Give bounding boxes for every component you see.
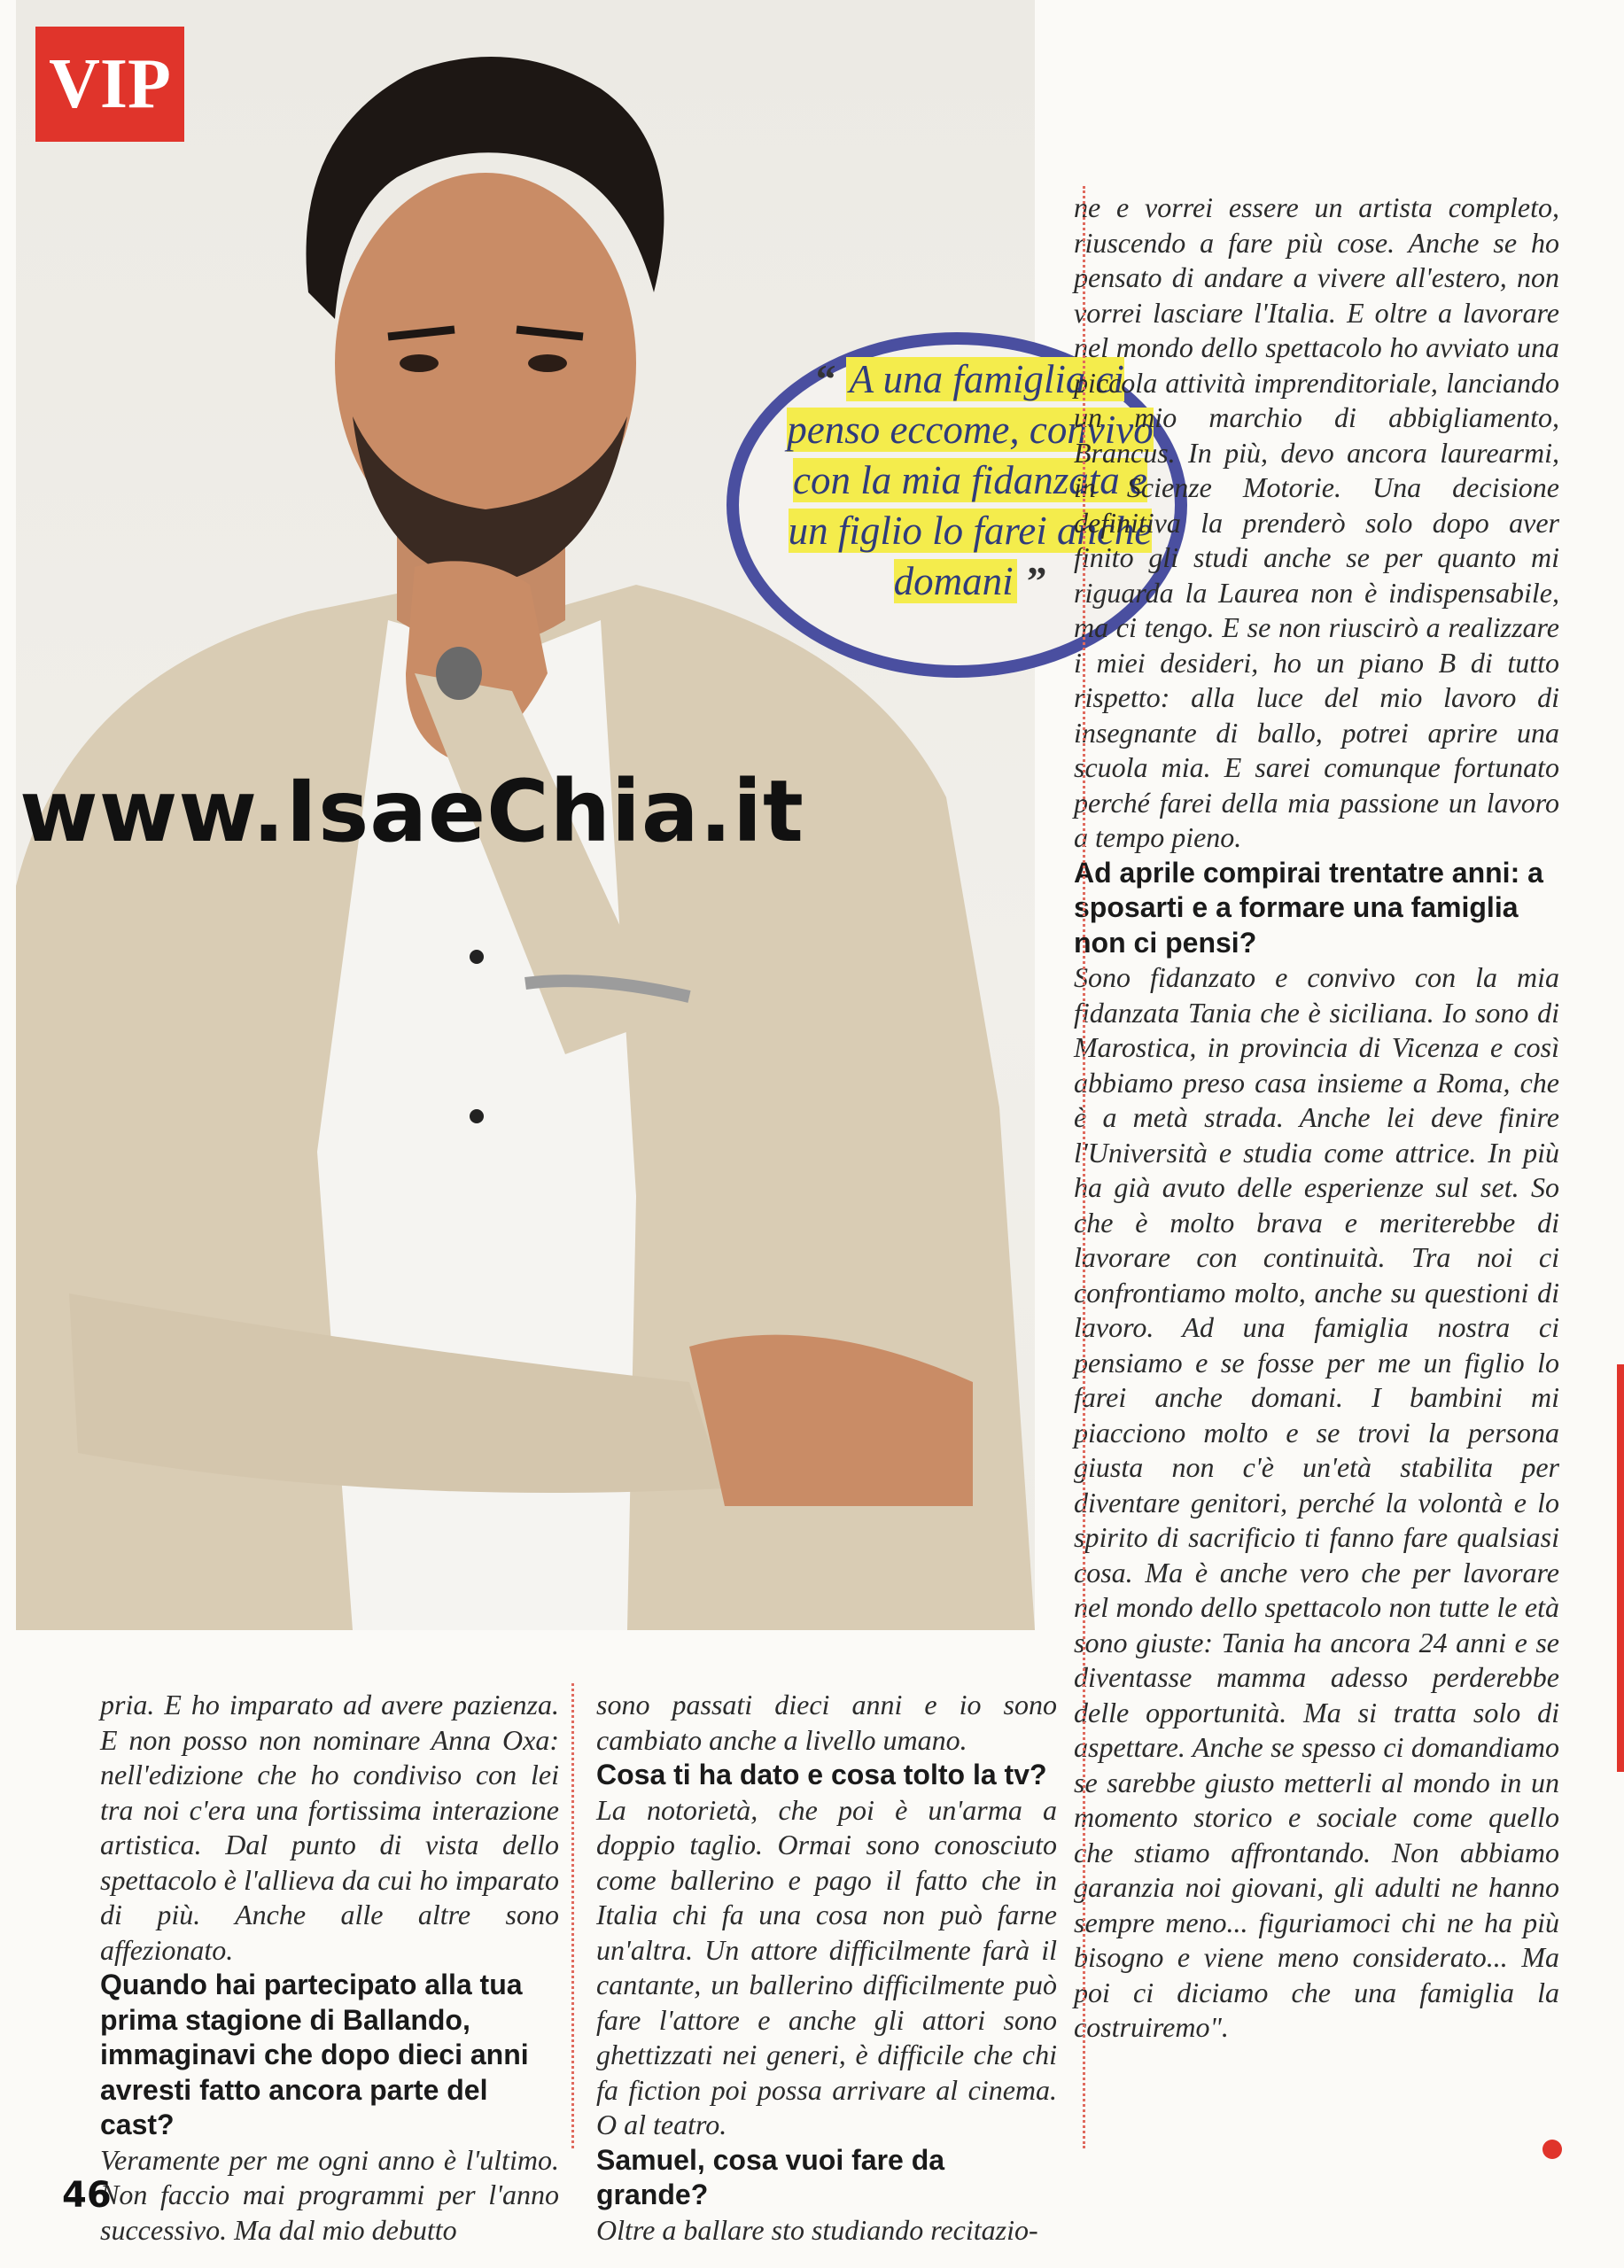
article-end-mark xyxy=(1542,2140,1562,2159)
column-divider xyxy=(571,1683,574,2148)
paragraph: Oltre a ballare sto studiando recitazio- xyxy=(596,2213,1038,2246)
page-edge-strip xyxy=(1617,1364,1624,1772)
question-heading: Samuel, cosa vuoi fare da grande? xyxy=(596,2143,945,2210)
paragraph: Veramente per me ogni anno è l'ultimo. Non faccio mai programmi per l'anno successivo. Ma dal mio debutto xyxy=(100,2143,559,2246)
paragraph: sono passati dieci anni e io sono cambiato anche a livello umano. xyxy=(596,1689,1057,1756)
watermark: www.IsaeChia.it xyxy=(19,762,804,861)
paragraph: La notorietà, che poi è un'arma a doppio taglio. Ormai sono conosciuto come ballerino e pago il fatto che in Italia chi fa una cosa non può farne un'altra. Un attore difficilmente farà il cantante, un ballerino difficilmente può fare l'attore e anche gli attori sono ghettizzati nei generi, è difficile che chi fa fiction poi possa arrivare al cinema. O al teatro. xyxy=(596,1793,1057,2140)
column-divider xyxy=(1083,186,1085,2148)
paragraph: Sono fidanzato e convivo con la mia fidanzata Tania che è siciliana. Io sono di Marostica, in provincia di Vicenza e così abbiamo preso casa insieme a Roma, che è a metà strada. Anche lei deve finire l'Università e studia come attrice. In più ha già avuto delle esperienze sul set. So che è molto brava e meriterebbe di lavorare con continuità. Tra noi ci confrontiamo molto, anche su questioni di lavoro. Ad una famiglia nostra ci pensiamo e se fosse per me un figlio lo farei anche domani. I bambini mi piacciono molto e se trovi la persona giusta non c'è un'età stabilita per diventare genitori, perché la volontà e lo spirito di sacrificio ti fanno fare qualsiasi cosa. Ma è anche vero che per lavorare nel mondo dello spettacolo non tutte le età sono giuste: Tania ha ancora 24 anni e se diventasse mamma adesso perderebbe delle opportunità. Ma si tratta solo di aspettare. Anche se spesso ci domandiamo se sarebbe giusto metterli al mondo in un momento storico e sociale come quello che stiamo affrontando. Non abbiamo garanzia noi giovani, gli adulti ne hanno sempre meno... figuriamoci chi ne ha più bisogno e viene meno considerato... Ma poi ci diciamo che una famiglia la costruiremo". xyxy=(1074,961,1559,2043)
question-heading: Ad aprile compirai trentatre anni: a sposarti e a formare una famiglia non ci pensi? xyxy=(1074,856,1543,959)
quote-close-mark: ” xyxy=(1026,559,1047,603)
column-middle xyxy=(596,1688,1057,2248)
column-right xyxy=(1074,190,1559,2046)
question-heading: Quando hai partecipato alla tua prima stagione di Ballando, immaginavi che dopo dieci anni avresti fatto ancora parte del cast? xyxy=(100,1969,529,2140)
column-left xyxy=(100,1688,559,2248)
pull-quote-text: A una famiglia ci penso eccome, convivo con la mia fidanzata e un figlio lo farei anche domani xyxy=(787,357,1154,603)
paragraph: ne e vorrei essere un artista completo, riuscendo a fare più cose. Anche se ho pensato di andare a vivere all'estero, non vorrei lasciare l'Italia. E oltre a lavorare nel mondo dello spettacolo ho avviato una piccola attività imprenditoriale, lanciando un mio marchio di abbigliamento, Brancus. In più, devo ancora laurearmi, in Scienze Motorie. Una decisione definitiva la prenderò solo dopo aver finito gli studi anche se per quanto mi riguarda la Laurea non è indispensabile, ma ci tengo. E se non riuscirò a realizzare i miei desideri, ho un piano B di tutto rispetto: alla luce del mio lavoro di insegnante di ballo, potrei aprire una scuola mia. E sarei comunque fortunato perché farei della mia passione un lavoro a tempo pieno. xyxy=(1074,191,1559,853)
page-number: 46 xyxy=(62,2175,112,2216)
vip-logo: VIP xyxy=(35,27,184,142)
paragraph: pria. E ho imparato ad avere pazienza. E non posso non nominare Anna Oxa: nell'edizione che ho condiviso con lei tra noi c'era una fortissima interazione artistica. Dal punto di vista dello spettacolo è l'allieva da cui ho imparato di più. Anche alle altre sono affezionato. xyxy=(100,1689,559,1966)
question-heading: Cosa ti ha dato e cosa tolto la tv? xyxy=(596,1759,1047,1790)
quote-open-mark: “ xyxy=(815,357,836,401)
